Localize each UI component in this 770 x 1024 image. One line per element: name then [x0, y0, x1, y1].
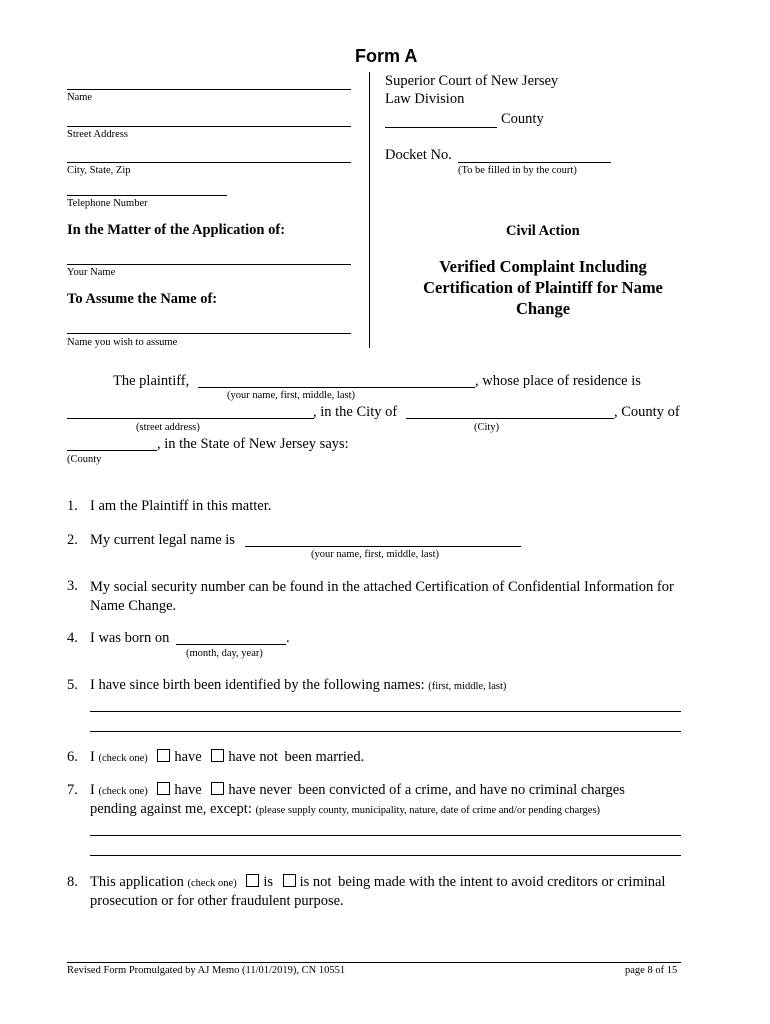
charges-line-1[interactable]: [90, 835, 681, 836]
city-field[interactable]: [67, 162, 351, 163]
county-field[interactable]: [385, 127, 497, 128]
item-6-text: I (check one) have have not been married.: [90, 749, 365, 765]
item-6-number: 6.: [67, 749, 78, 765]
birth-date-field[interactable]: [176, 644, 286, 645]
new-name-label: Name you wish to assume: [67, 337, 178, 348]
item-4-text: I was born on: [90, 630, 170, 646]
docket-field[interactable]: [458, 162, 611, 163]
residence-text: , whose place of residence is: [475, 373, 641, 389]
assume-heading: To Assume the Name of:: [67, 291, 218, 307]
matter-heading: In the Matter of the Application of:: [67, 222, 286, 238]
legal-name-field[interactable]: [245, 546, 521, 547]
county-label: County: [501, 111, 544, 127]
division-name: Law Division: [385, 91, 465, 107]
item-4-number: 4.: [67, 630, 78, 646]
have-never-convicted-checkbox[interactable]: [211, 782, 224, 795]
your-name-field[interactable]: [67, 264, 351, 265]
item-8-text-line-2: prosecution or for other fraudulent purpose.: [90, 893, 344, 909]
item-5-text: I have since birth been identified by the following names: (first, middle, last): [90, 677, 507, 693]
have-convicted-checkbox[interactable]: [157, 782, 170, 795]
item-4-period: .: [286, 630, 290, 646]
docket-label: Docket No.: [385, 147, 452, 163]
item-3-text: My social security number can be found in the attached Certification of Confidential Information for Name Change.: [90, 579, 674, 614]
legal-name-hint: (your name, first, middle, last): [311, 549, 440, 560]
item-1-text: I am the Plaintiff in this matter.: [90, 498, 272, 514]
new-name-field[interactable]: [67, 333, 351, 334]
docket-note: (To be filled in by the court): [458, 165, 577, 176]
your-name-label: Your Name: [67, 267, 116, 278]
is-intent-checkbox[interactable]: [246, 874, 259, 887]
form-title: Form A: [355, 46, 418, 66]
city-of-text: , in the City of: [313, 404, 398, 420]
plaintiff-text: The plaintiff,: [113, 373, 190, 389]
have-married-checkbox[interactable]: [157, 749, 170, 762]
street-field[interactable]: [67, 126, 351, 127]
item-7-text-line-2: pending against me, except: (please supply county, municipality, nature, date of crime and/or pending charges): [90, 801, 601, 817]
item-8-number: 8.: [67, 874, 78, 890]
item-7-number: 7.: [67, 782, 78, 798]
county-of-text: , County of: [614, 404, 680, 420]
city-name-field[interactable]: [406, 418, 614, 419]
item-2-number: 2.: [67, 532, 78, 548]
document-title: Verified Complaint Including Certification of Plaintiff for Name Change: [423, 257, 663, 318]
name-field[interactable]: [67, 89, 351, 90]
state-text: , in the State of New Jersey says:: [157, 436, 349, 452]
plaintiff-name-field[interactable]: [198, 387, 475, 388]
column-divider: [369, 72, 370, 348]
court-name: Superior Court of New Jersey: [385, 73, 559, 89]
civil-action-label: Civil Action: [506, 223, 580, 239]
county-hint: (County: [67, 454, 102, 465]
county-name-field[interactable]: [67, 450, 157, 451]
footer-revision: Revised Form Promulgated by AJ Memo (11/01/2019), CN 10551: [67, 965, 346, 976]
phone-field[interactable]: [67, 195, 227, 196]
footer-page-number: page 8 of 15: [625, 965, 678, 976]
plaintiff-name-hint: (your name, first, middle, last): [227, 390, 356, 401]
item-1-number: 1.: [67, 498, 78, 514]
street-address-field[interactable]: [67, 418, 314, 419]
footer-rule: [67, 962, 681, 963]
other-names-line-2[interactable]: [90, 731, 681, 732]
phone-label: Telephone Number: [67, 198, 148, 209]
item-5-number: 5.: [67, 677, 78, 693]
item-2-text: My current legal name is: [90, 532, 235, 548]
street-label: Street Address: [67, 129, 128, 140]
name-label: Name: [67, 92, 93, 103]
charges-line-2[interactable]: [90, 855, 681, 856]
have-not-married-checkbox[interactable]: [211, 749, 224, 762]
other-names-line-1[interactable]: [90, 711, 681, 712]
is-not-intent-checkbox[interactable]: [283, 874, 296, 887]
city-hint: (City): [474, 422, 500, 433]
item-3-number: 3.: [67, 578, 78, 594]
street-hint: (street address): [136, 422, 200, 433]
item-8-text: This application (check one) is is not being made with the intent to avoid creditors or criminal: [90, 874, 666, 890]
item-7-text: I (check one) have have never been convicted of a crime, and have no criminal charges: [90, 782, 625, 798]
city-label: City, State, Zip: [67, 165, 131, 176]
birth-date-hint: (month, day, year): [186, 648, 263, 659]
